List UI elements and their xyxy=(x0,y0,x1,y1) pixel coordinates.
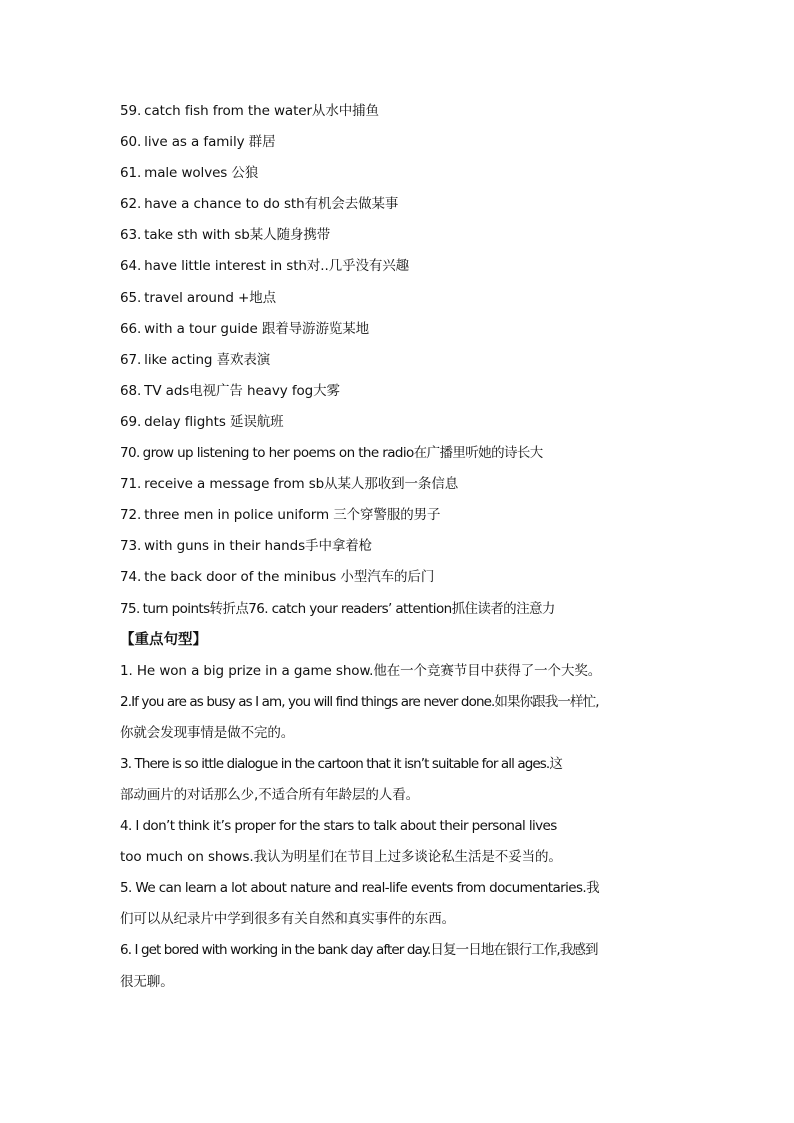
sentence-line: 4. I don’t think it’s proper for the stars to talk about their personal lives xyxy=(120,818,557,835)
phrase-item: 72. three men in police uniform 三个穿警服的男子 xyxy=(120,507,441,524)
phrase-item: 62. have a chance to do sth有机会去做某事 xyxy=(120,196,399,213)
phrase-item: 59. catch fish from the water从水中捕鱼 xyxy=(120,103,379,119)
sentence-line: 5. We can learn a lot about nature and real-life events from documentaries.我 xyxy=(120,880,599,897)
document-page xyxy=(120,96,680,998)
sentence-line: 很无聊。 xyxy=(120,973,174,990)
sentence-line: 3. There is so ittle dialogue in the cartoon that it isn’t suitable for all ages.这 xyxy=(120,755,562,772)
phrase-item: 61. male wolves 公狼 xyxy=(120,165,259,182)
sentence-line: too much on shows.我认为明星们在节目上过多谈论私生活是不妥当的。 xyxy=(120,849,562,866)
phrase-item: 73. with guns in their hands手中拿着枪 xyxy=(120,538,373,555)
phrase-item: 68. TV ads电视广告 heavy fog大雾 xyxy=(120,382,340,399)
phrase-item: 63. take sth with sb某人随身携带 xyxy=(120,227,331,244)
phrase-item: 69. delay flights 延误航班 xyxy=(120,413,284,430)
sentence-line: 6. I get bored with working in the bank day after day.日复一日地在银行工作,我感到 xyxy=(120,942,598,959)
phrase-item: 70. grow up listening to her poems on the radio在广播里听她的诗长大 xyxy=(120,445,543,462)
phrase-item: 74. the back door of the minibus 小型汽车的后门 xyxy=(120,569,435,586)
sentence-line: 你就会发现事情是做不完的。 xyxy=(120,724,295,741)
phrase-item: 75. turn points转折点76. catch your readers’ attention抓住读者的注意力 xyxy=(120,600,555,617)
phrase-item: 65. travel around +地点 xyxy=(120,289,276,306)
phrase-item: 64. have little interest in sth对..几乎没有兴趣 xyxy=(120,258,410,275)
sentence-line: 部动画片的对话那么少,不适合所有年龄层的人看。 xyxy=(120,786,419,803)
sentence-line: 2.If you are as busy as I am, you will find things are never done.如果你跟我一样忙, xyxy=(120,693,599,710)
sentence-line: 1. He won a big prize in a game show.他在一个竞赛节目中获得了一个大奖。 xyxy=(120,662,602,679)
phrase-item: 67. like acting 喜欢表演 xyxy=(120,351,271,368)
phrase-item: 60. live as a family 群居 xyxy=(120,134,276,151)
sentence-list xyxy=(120,656,680,998)
phrase-item: 66. with a tour guide 跟着导游游览某地 xyxy=(120,320,370,337)
section-heading: 【重点句型】 xyxy=(120,631,207,648)
phrase-list xyxy=(120,96,680,625)
sentence-line: 们可以从纪录片中学到很多有关自然和真实事件的东西。 xyxy=(120,911,455,928)
phrase-item: 71. receive a message from sb从某人那收到一条信息 xyxy=(120,476,459,493)
